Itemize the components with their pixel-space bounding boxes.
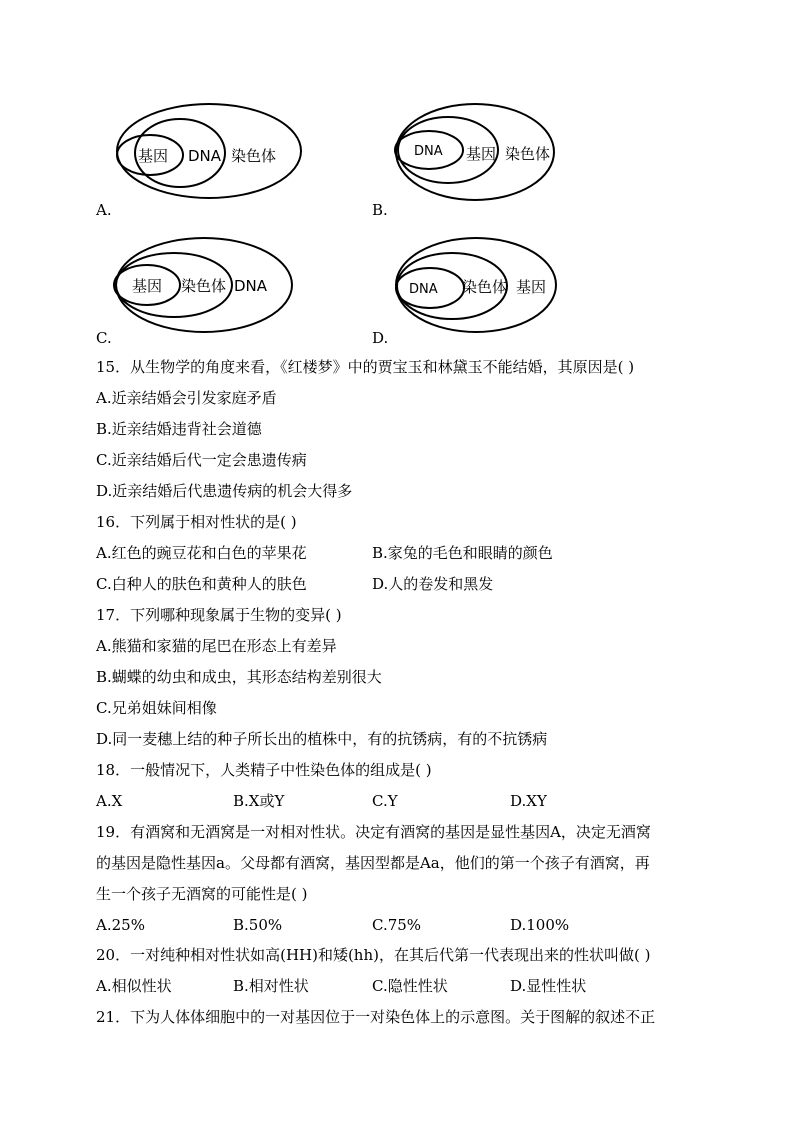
question-19-option-a: A.25% [96, 916, 145, 934]
figure-d [392, 234, 652, 344]
question-19-option-b: B.50% [233, 916, 283, 934]
question-18-option-c: C.Y [372, 792, 398, 810]
question-20-stem: 20．一对纯种相对性状如高(HH)和矮(hh)，在其后代第一代表现出来的性状叫做( ) [96, 946, 651, 964]
figure-b-diagram [392, 100, 592, 205]
question-17-option-c: C.兄弟姐妹间相像 [96, 699, 217, 717]
question-17-option-b: B.蝴蝶的幼虫和成虫，其形态结构差别很大 [96, 668, 382, 686]
question-15-option-a: A.近亲结婚会引发家庭矛盾 [96, 389, 277, 407]
question-15-option-d: D.近亲结婚后代患遗传病的机会大得多 [96, 482, 353, 500]
question-19-stem-line-1: 19．有酒窝和无酒窝是一对相对性状。决定有酒窝的基因是显性基因A，决定无酒窝 [96, 823, 651, 841]
question-16-option-c: C.白种人的肤色和黄种人的肤色 [96, 575, 307, 593]
figure-a-middle-label: DNA [188, 147, 222, 165]
question-16-stem: 16．下列属于相对性状的是( ) [96, 513, 297, 531]
question-15-option-b: B.近亲结婚违背社会道德 [96, 420, 262, 438]
question-19-stem-line-3: 生一个孩子无酒窝的可能性是( ) [96, 885, 308, 903]
figure-c-outer-label: DNA [234, 277, 268, 295]
figure-b-outer-label: 染色体 [505, 145, 551, 163]
question-19-stem-line-2: 的基因是隐性基因a。父母都有酒窝，基因型都是Aa，他们的第一个孩子有酒窝，再 [96, 854, 650, 872]
figure-d-diagram [392, 234, 592, 334]
question-20-option-c: C.隐性性状 [372, 977, 448, 995]
figure-a-letter: A. [96, 201, 112, 219]
question-20-option-a: A.相似性状 [96, 977, 172, 995]
question-18-stem: 18．一般情况下，人类精子中性染色体的组成是( ) [96, 761, 432, 779]
question-17-stem: 17．下列哪种现象属于生物的变异( ) [96, 606, 342, 624]
figure-b-middle-label: 基因 [466, 145, 497, 163]
figure-d-letter: D. [372, 329, 389, 347]
question-16-option-d: D.人的卷发和黑发 [372, 575, 494, 593]
figure-a [110, 100, 370, 210]
question-18-option-b: B.X或Y [233, 792, 285, 810]
question-16-option-a: A.红色的豌豆花和白色的苹果花 [96, 544, 307, 562]
figure-c [110, 234, 370, 344]
figure-d-middle-label: 染色体 [462, 278, 508, 296]
figure-a-outer-label: 染色体 [231, 147, 277, 165]
figure-c-letter: C. [96, 329, 112, 347]
figure-c-inner-label: 基因 [132, 277, 163, 295]
question-18-option-d: D.XY [510, 792, 547, 810]
question-19-option-d: D.100% [510, 916, 570, 934]
figure-c-middle-label: 染色体 [181, 277, 227, 295]
question-20-option-b: B.相对性状 [233, 977, 309, 995]
figure-b-letter: B. [372, 201, 388, 219]
figure-a-diagram [110, 100, 310, 200]
figure-a-inner-label: 基因 [138, 147, 169, 165]
question-15-option-c: C.近亲结婚后代一定会患遗传病 [96, 451, 307, 469]
question-17-option-d: D.同一麦穗上结的种子所长出的植株中，有的抗锈病，有的不抗锈病 [96, 730, 548, 748]
question-19-option-c: C.75% [372, 916, 422, 934]
question-15-stem: 15．从生物学的角度来看，《红楼梦》中的贾宝玉和林黛玉不能结婚，其原因是( ) [96, 358, 635, 376]
figure-c-diagram [110, 234, 310, 334]
figure-b-inner-label: DNA [414, 144, 443, 159]
question-20-option-d: D.显性性状 [510, 977, 587, 995]
figure-b [392, 100, 652, 210]
figure-d-inner-label: DNA [409, 282, 438, 297]
question-21-stem: 21．下为人体体细胞中的一对基因位于一对染色体上的示意图。关于图解的叙述不正 [96, 1008, 656, 1026]
question-18-option-a: A.X [96, 792, 123, 810]
figure-d-outer-label: 基因 [516, 278, 547, 296]
question-17-option-a: A.熊猫和家猫的尾巴在形态上有差异 [96, 637, 337, 655]
question-16-option-b: B.家兔的毛色和眼睛的颜色 [372, 544, 553, 562]
